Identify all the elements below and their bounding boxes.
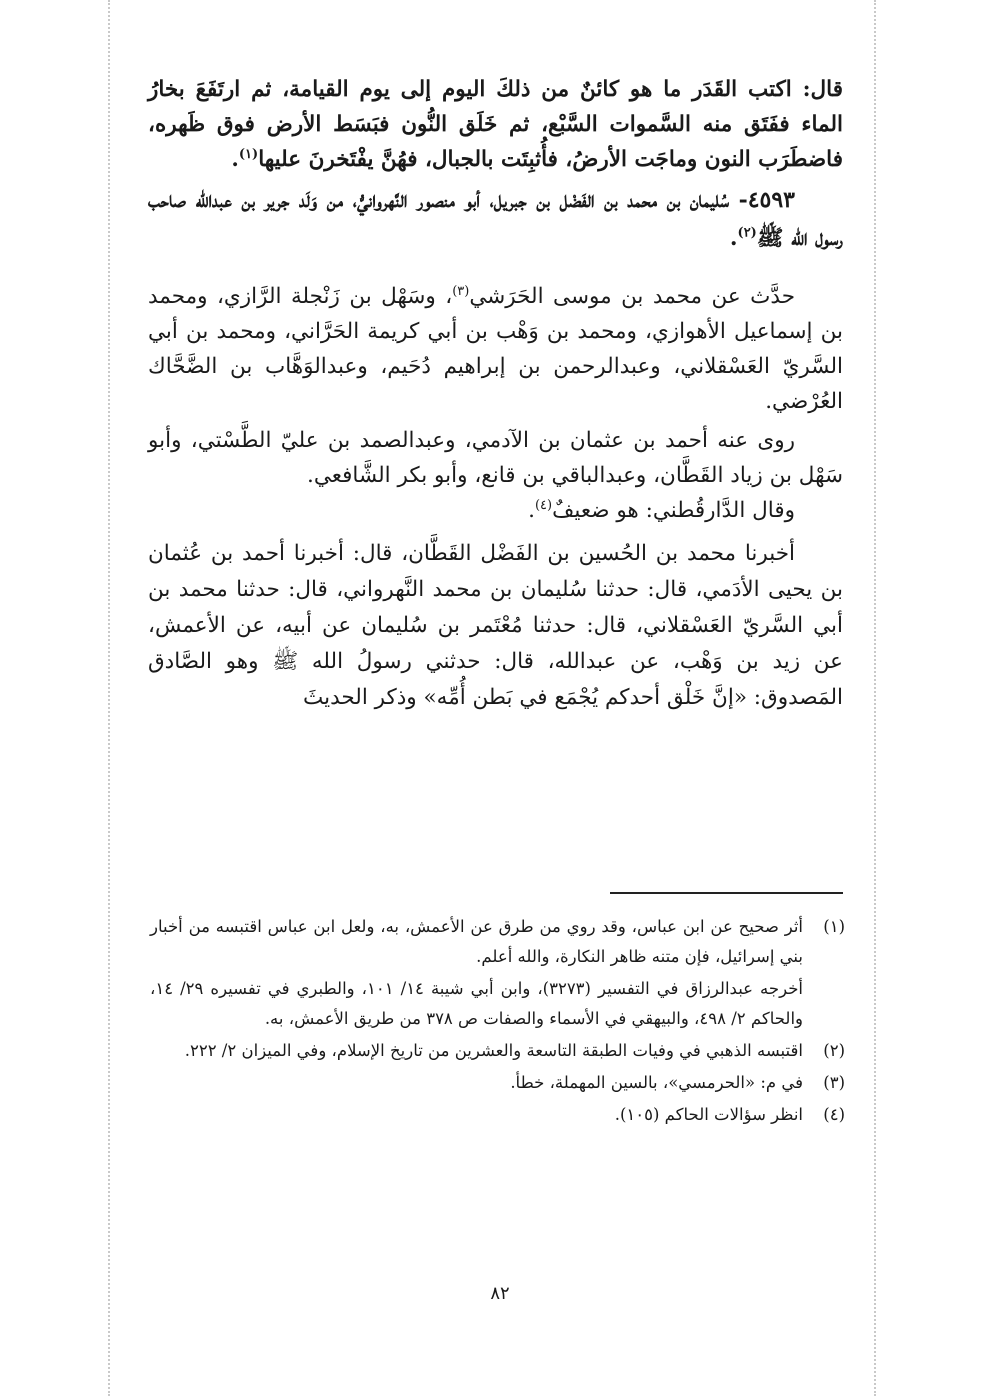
right-margin-dots [874,0,878,1396]
top-paragraph: قال: اكتب القَدَر ما هو كائنٌ من ذلكَ اليوم إلى يوم القيامة، ثم ارتَفَعَ بخارُ الماء ففَتَق منه السَّموات السَّبْع، ثم خَلَق النُّون فبَسَط الأرض فوق ظَهره، فاضطَرَب النون وماجَت الأرضُ، فأُثبِتَت بالجبال، فهُنَّ يفْتَخرنَ عليها$^{(١)}$. [148,77,843,172]
page-body [148,72,843,716]
narrated-by-paragraph: روى عنه أحمد بن عثمان بن الآدمي، وعبدالصمد بن عليّ الطَّسْتي، وأبو سَهْل بن زياد القَطَّان، وعبدالباقي بن قانع، وأبو بكر الشَّافعي. [148,428,843,488]
footnote-number: (٤) [823,1105,845,1124]
entry-heading: ٤٥٩٣- سُليمان بن محمد بن الفَضْل بن جبريل، أبو منصور النَّهروانيُّ، من وَلَد جرير بن عبدالله صاحب رسول الله ﷺ$^{(٢)}$. [148,187,843,251]
footnote-separator [610,892,843,894]
page-number: ٨٢ [490,1283,510,1304]
footnote-text: انظر سؤالات الحاكم (١٠٥). [614,1105,803,1124]
footnote-1 [150,912,845,972]
footnote-ref-3: (٣) [452,283,470,299]
footnote-4 [150,1100,845,1130]
footnote-3 [150,1068,845,1098]
footnote-number: (٢) [823,1041,845,1060]
footnote-ref-2: (٢) [737,225,757,241]
left-margin-dots [108,0,112,1396]
footnote-text: أثر صحيح عن ابن عباس، وقد روي من طرق عن الأعمش، به، ولعل ابن عباس اقتبسه من أخبار بني إسرائيل، فإن متنه ظاهر النكارة، والله أعلم. [150,917,803,966]
footnote-1-continuation: أخرجه عبدالرزاق في التفسير (٣٢٧٣)، وابن أبي شيبة ١٤/ ١٠١، والطبري في تفسيره ٢٩/ ١٤، والحاكم ٢/ ٤٩٨، والبيهقي في الأسماء والصفات ص ٣٧٨ من طريق الأعمش، به. [150,979,803,1028]
footnote-ref-1: (١) [238,146,259,162]
isnad-paragraph: أخبرنا محمد بن الحُسين بن الفَضْل القَطَّان، قال: أخبرنا أحمد بن عُثمان بن يحيى الأدَمي، قال: حدثنا سُليمان بن محمد النَّهرواني، قال: حدثنا محمد بن أبي السَّريّ العَسْقلاني، قال: حدثنا مُعْتَمر بن سُليمان عن أبيه، عن الأعمش، عن زيد بن وَهْب، عن عبدالله، قال: حدثني رسولُ الله ﷺ وهو الصَّادق المَصدوق: «إنَّ خَلْق أحدكم يُجْمَع في بَطن أُمِّه» وذكر الحديثَ [148,541,843,710]
footnote-text: اقتبسه الذهبي في وفيات الطبقة التاسعة والعشرين من تاريخ الإسلام، وفي الميزان ٢/ ٢٢٢. [184,1041,803,1060]
footnote-text: في م: «الحرمسي»، بالسين المهملة، خطأ. [510,1073,803,1092]
narrated-from-paragraph: حدَّث عن محمد بن موسى الحَرَشي$^{(٣)}$، وسَهْل بن زَنْجلة الرَّازي، ومحمد بن إسماعيل الأهوازي، ومحمد بن وَهْب بن أبي كريمة الحَرَّاني، ومحمد بن أبي السَّريّ العَسْقلاني، وعبدالرحمن بن إبراهيم دُحَيم، وعبدالوَهَّاب بن الضَّحَّاك العُرْضي. [148,283,843,414]
footnote-ref-4: (٤) [534,497,553,513]
daraqutni-paragraph: وقال الدَّارقُطني: هو ضعيفٌ$^{(٤)}$. [528,497,795,523]
footnote-2 [150,1036,845,1066]
footnotes [150,912,845,1132]
footnote-number: (٣) [823,1073,845,1092]
footnote-number: (١) [823,917,845,936]
